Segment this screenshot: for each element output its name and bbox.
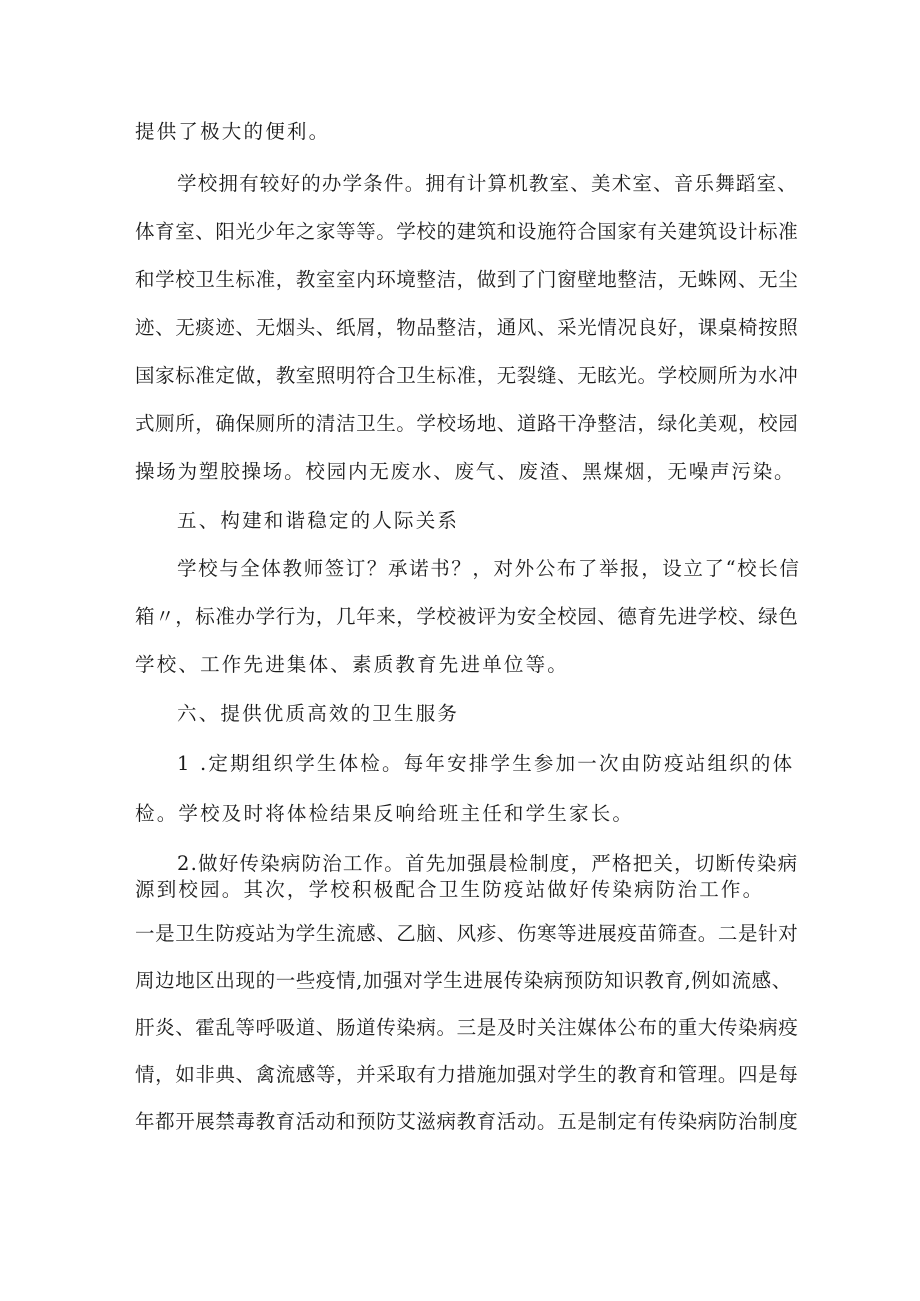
- text-line: 操场为塑胶操场。校园内无废水、废气、废渣、黑煤烟，无噪声污染。: [135, 460, 796, 483]
- text-line: 1 .定期组织学生体检。每年安排学生参加一次由防疫站组织的体: [177, 752, 795, 775]
- section-heading: 五、构建和谐稳定的人际关系: [177, 509, 460, 532]
- text-line: 箱〃，标准办学行为，几年来，学校被评为安全校园、德育先进学校、绿色: [135, 605, 799, 628]
- text-line: 式厕所，确保厕所的清洁卫生。学校场地、道路干净整洁，绿化美观，校园: [135, 412, 799, 435]
- text-line: 体育室、阳光少年之家等等。学校的建筑和设施符合国家有关建筑设计标准: [135, 220, 799, 243]
- text-line: 2.做好传染病防治工作。首先加强晨检制度，严格把关，切断传染病: [177, 852, 799, 875]
- text-line: 检。学校及时将体检结果反响给班主任和学生家长。: [135, 802, 635, 825]
- section-heading: 六、提供优质高效的卫生服务: [177, 702, 460, 725]
- text-line: 学校、工作先进集体、素质教育先进单位等。: [135, 653, 570, 676]
- text-line: 源到校园。其次，学校积极配合卫生防疫站做好传染病防治工作。: [135, 878, 765, 901]
- text-line: 国家标准定做，教室照明符合卫生标准，无裂缝、无眩光。学校厕所为水冲: [135, 364, 799, 387]
- text-line: 学校拥有较好的办学条件。拥有计算机教室、美术室、音乐舞蹈室、: [177, 172, 799, 195]
- text-line: 情，如非典、禽流感等，并采取有力措施加强对学生的教育和管理。四是每: [135, 1063, 799, 1086]
- text-line: 学校与全体教师签订？承诺书？，对外公布了举报，设立了“校长信: [177, 557, 801, 580]
- text-line: 和学校卫生标准，教室室内环境整洁，做到了门窗壁地整洁，无蛛网、无尘: [135, 268, 799, 291]
- text-line: 一是卫生防疫站为学生流感、乙脑、风疹、伤寒等进展疫苗筛查。二是针对: [135, 922, 799, 945]
- text-line: 年都开展禁毒教育活动和预防艾滋病教育活动。五是制定有传染病防治制度: [135, 1110, 799, 1133]
- text-line: 肝炎、霍乱等呼吸道、肠道传染病。三是及时关注媒体公布的重大传染病疫: [135, 1016, 799, 1039]
- text-line: 周边地区出现的一些疫情,加强对学生进展传染病预防知识教育,例如流感、: [135, 969, 792, 992]
- text-line: 迹、无痰迹、无烟头、纸屑，物品整洁，通风、采光情况良好，课桌椅按照: [135, 316, 799, 339]
- text-line: 提供了极大的便利。: [135, 120, 331, 143]
